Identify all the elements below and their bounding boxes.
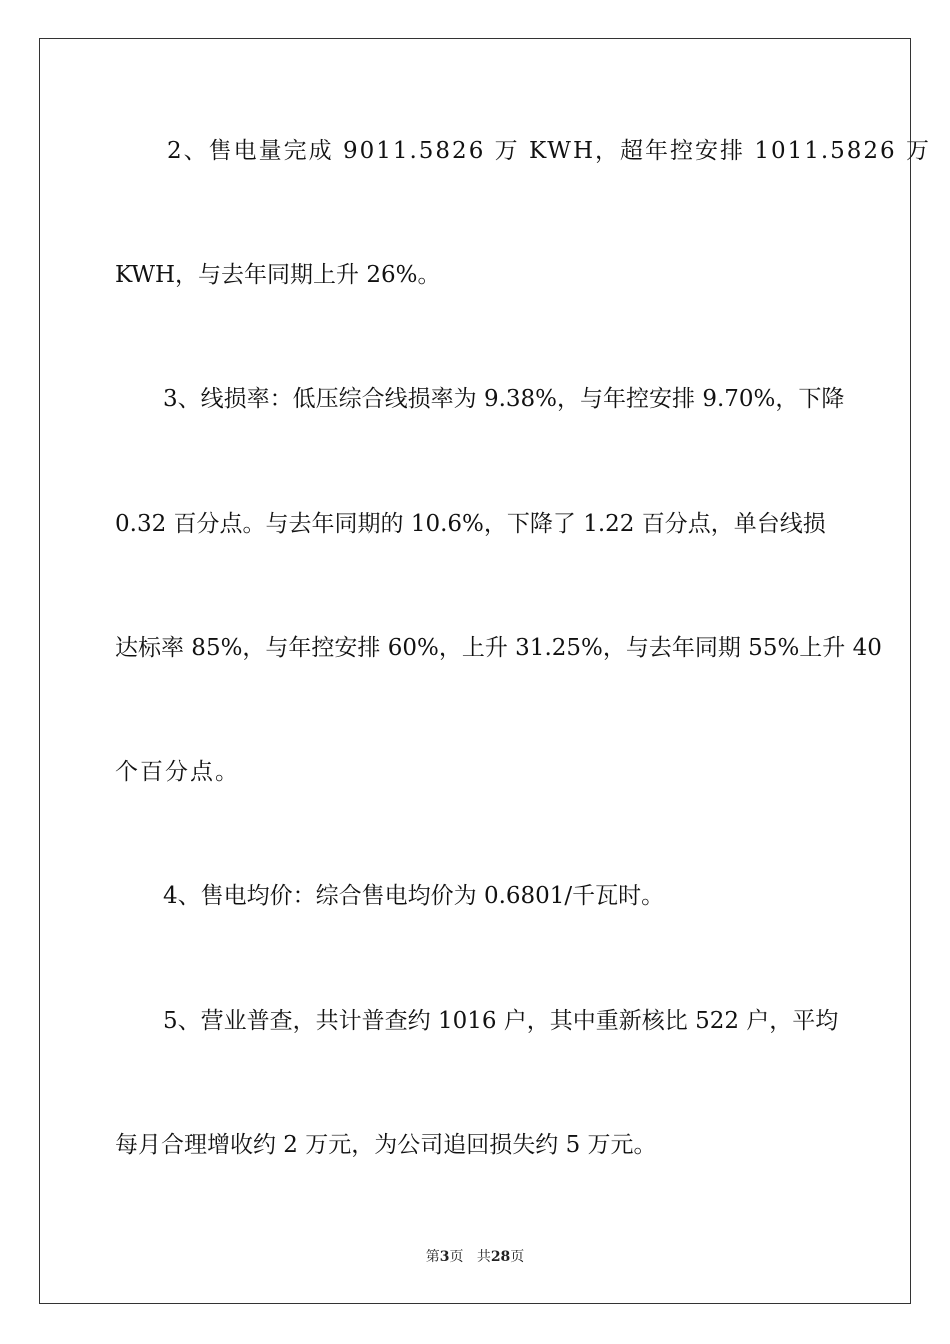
page-suffix: 页 bbox=[449, 1249, 464, 1265]
paragraph-3-line-1: 3、线损率：低压综合线损率为 9.38%，与年控安排 9.70%，下降 bbox=[163, 386, 845, 412]
page-number: 3 bbox=[439, 1249, 450, 1265]
paragraph-5-line-1: 5、营业普查，共计普查约 1016 户，其中重新核比 522 户，平均 bbox=[163, 1008, 839, 1034]
paragraph-3-line-3: 达标率 85%，与年控安排 60%，上升 31.25%，与去年同期 55%上升 40 bbox=[115, 635, 882, 661]
total-prefix: 共 bbox=[476, 1249, 491, 1265]
paragraph-2-line-2: KWH，与去年同期上升 26%。 bbox=[115, 262, 441, 288]
page-prefix: 第 bbox=[425, 1249, 440, 1265]
page-footer bbox=[0, 1248, 950, 1266]
page-border bbox=[39, 38, 932, 1304]
paragraph-4-line-1: 4、售电均价：综合售电均价为 0.6801/千瓦时。 bbox=[163, 883, 665, 909]
paragraph-5-line-2: 每月合理增收约 2 万元，为公司追回损失约 5 万元。 bbox=[115, 1132, 657, 1158]
paragraph-3-line-4: 个百分点。 bbox=[115, 759, 240, 785]
total-suffix: 页 bbox=[510, 1249, 525, 1265]
total-pages: 28 bbox=[490, 1249, 511, 1265]
paragraph-3-line-2: 0.32 百分点。与去年同期的 10.6%，下降了 1.22 百分点，单台线损 bbox=[115, 511, 826, 537]
paragraph-2-line-1: 2、售电量完成 9011.5826 万 KWH，超年控安排 1011.5826 万 bbox=[167, 138, 932, 164]
